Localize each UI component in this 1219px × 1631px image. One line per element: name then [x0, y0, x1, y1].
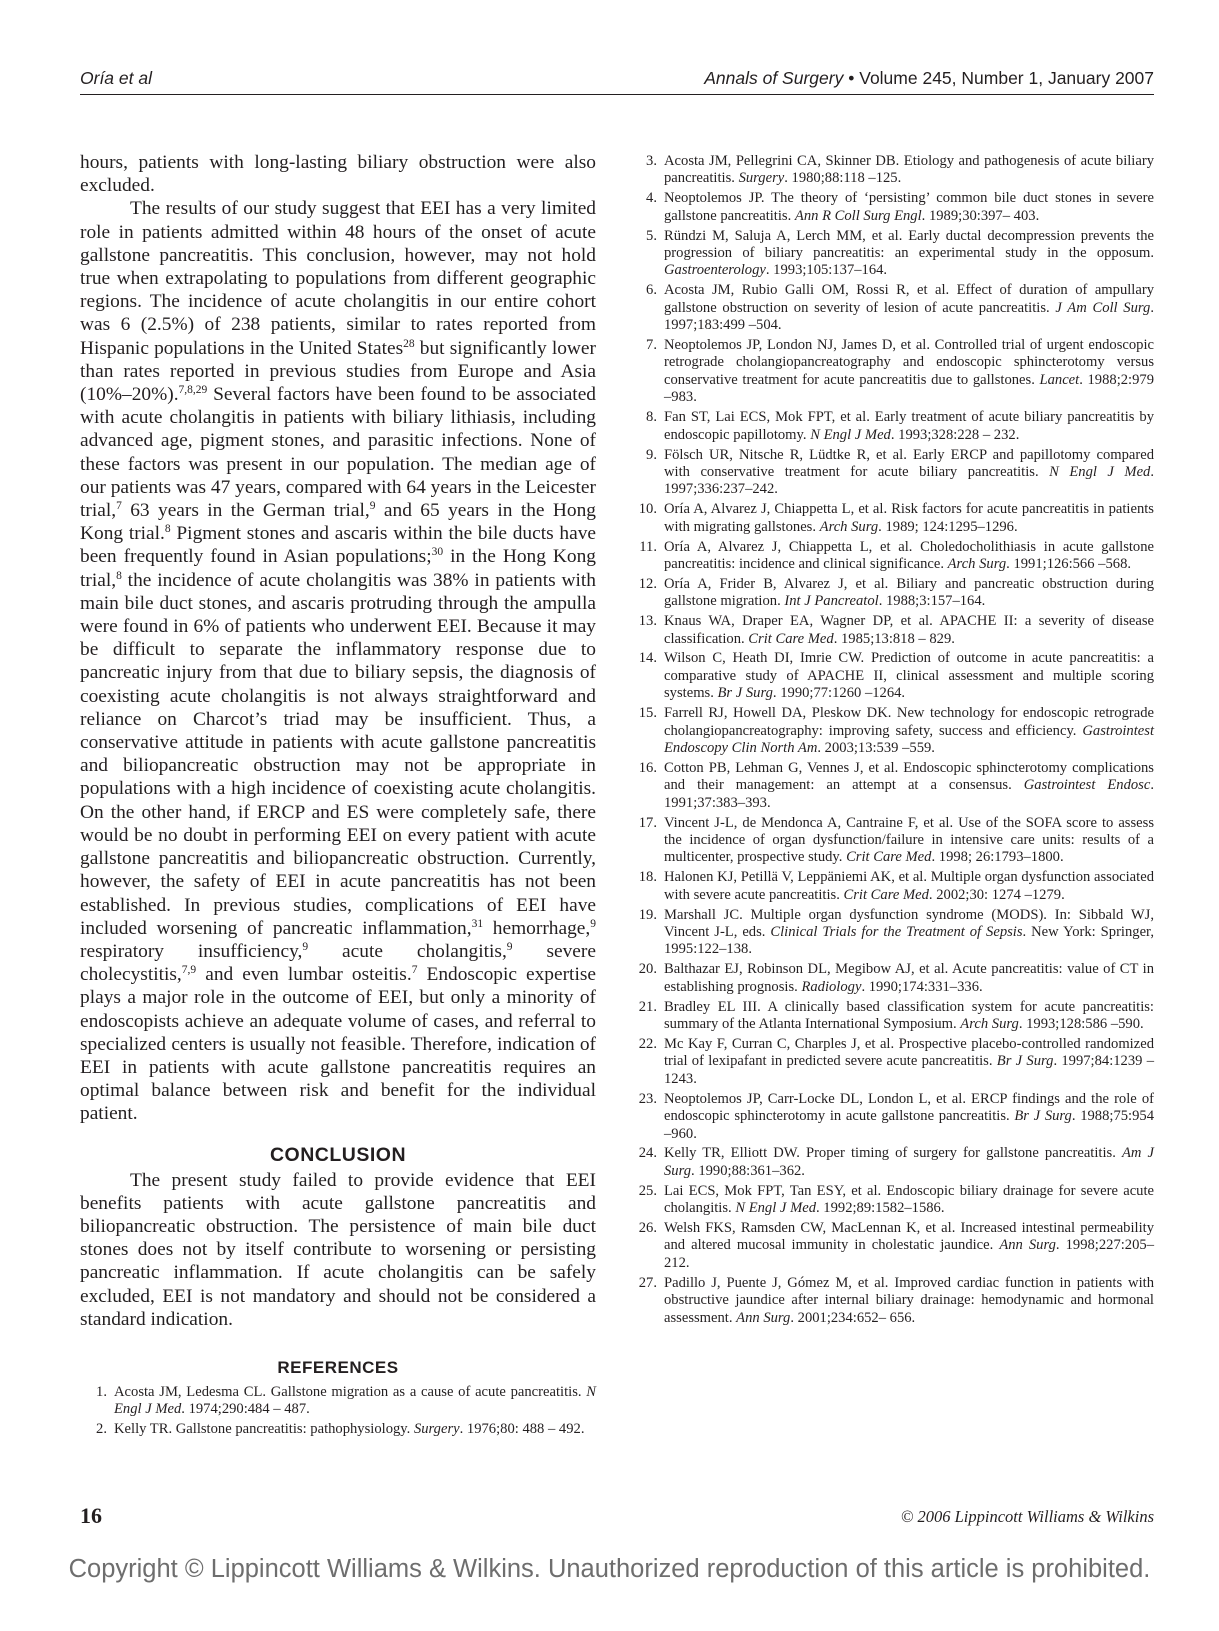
left-column [80, 151, 596, 1441]
reference-item [630, 1036, 1154, 1088]
reference-number: 23. [638, 1090, 657, 1107]
paragraph-discussion: The results of our study suggest that EEI has a very limited role in patients admitted within 48 hours of the onset of acute gallstone pancreatitis. This conclusion, however, may not hold true when extrapolating to populations from different geographic regions. The incidence of acute cholangitis in our entire cohort was 6 (2.5%) of 238 patients, similar to rates reported from Hispanic populations in the United States$^{28}$ but significantly lower than rates reported in previous studies from Europe and Asia (10%–20%).$^{7,8,29}$ Several factors have been found to be associated with acute cholangitis in patients with biliary lithiasis, including advanced age, pigment stones, and parasitic infections. None of these factors was present in our population. The median age of our patients was 47 years, compared with 64 years in the Leicester trial,$^7$ 63 years in the German trial,$^9$ and 65 years in the Hong Kong trial.$^8$ Pigment stones and ascaris within the bile ducts have been frequently found in Asian populations;$^{30}$ in the Hong Kong trial,$^8$ the incidence of acute cholangitis was 38% in patients with main bile duct stones, and ascaris protruding through the ampulla were found in 6% of patients who underwent EEI. Because it may be difficult to separate the inflammatory response due to pancreatic injury from that due to biliary sepsis, the diagnosis of coexisting acute cholangitis is not always straightforward and reliance on Charcot’s triad may be insufficient. Thus, a conservative attitude in patients with acute gallstone pancreatitis and biliopancreatic obstruction may not be appropriate in populations with a high incidence of coexisting acute cholangitis. On the other hand, if ERCP and ES were completely safe, there would be no doubt in performing EEI on every patient with acute gallstone pancreatitis and biliopancreatic obstruction. Currently, however, the safety of EEI in acute pancreatitis has not been established. In previous studies, complications of EEI have included worsening of pancreatic inflammation,$^{31}$ hemorrhage,$^9$ respiratory insufficiency,$^9$ acute cholangitis,$^9$ severe cholecystitis,$^{7,9}$ and even lumbar osteitis.$^7$ Endoscopic expertise plays a major role in the outcome of EEI, but only a minority of endoscopists achieve an adequate volume of cases, and referral to specialized centers is usually not feasible. Therefore, indication of EEI in patients with acute gallstone pancreatitis requires an optimal balance between risk and benefit for the individual patient. [80, 198, 597, 1125]
reference-source: Clinical Trials for the Treatment of Sepsis [770, 924, 1023, 941]
reference-item [630, 409, 1154, 444]
reference-text: Fölsch UR, Nitsche R, Lüdtke R, et al. Early ERCP and papillotomy compared with conservative treatment for acute biliary pancreatitis. N Engl J Med. 1997;336:237–242. [664, 446, 1154, 498]
reference-number: 8. [646, 409, 657, 426]
reference-number: 13. [638, 613, 657, 630]
reference-item [630, 576, 1154, 611]
citation-superscript: 7,9 [181, 964, 197, 977]
reference-text: Kelly TR. Gallstone pancreatitis: pathophysiology. Surgery. 1976;80: 488 – 492. [114, 1421, 585, 1438]
reference-number: 18. [638, 869, 657, 886]
reference-number: 24. [638, 1145, 657, 1162]
footer-copyright: © 2006 Lippincott Williams & Wilkins [900, 1507, 1154, 1526]
reference-item [630, 1275, 1154, 1327]
reference-source: Gastrointest Endoscopy Clin North Am [664, 722, 1154, 756]
reference-source: Surgery [738, 170, 785, 187]
reference-text: Wilson C, Heath DI, Imrie CW. Prediction of outcome in acute pancreatitis: a comparative study of APACHE II, clinical assessment and multiple scoring systems. Br J Surg. 1990;77:1260 –1264. [664, 650, 1154, 702]
right-column [630, 153, 1154, 1330]
reference-item [630, 282, 1154, 334]
reference-source: Gastrointest Endosc [1023, 777, 1151, 794]
reference-source: Ann Surg [999, 1237, 1056, 1254]
reference-text: Farrell RJ, Howell DA, Pleskow DK. New technology for endoscopic retrograde cholangiopancreatography: improving safety, success and efficiency. Gastrointest Endoscopy Clin North Am. 2003;13:539 –559. [664, 705, 1154, 756]
reference-text: Mc Kay F, Curran C, Charples J, et al. Prospective placebo-controlled randomized trial of lexipafant in predicted severe acute pancreatitis. Br J Surg. 1997;84:1239 –1243. [664, 1036, 1155, 1087]
citation-superscript: 7 [116, 500, 122, 513]
reference-number: 10. [638, 501, 657, 518]
reference-text: Acosta JM, Ledesma CL. Gallstone migration as a cause of acute pancreatitis. N Engl J Med. 1974;290:484 – 487. [114, 1383, 596, 1418]
reference-item [630, 613, 1154, 648]
reference-item [630, 539, 1154, 574]
reference-item [630, 961, 1154, 996]
reference-item [630, 907, 1154, 959]
reference-item [630, 999, 1154, 1034]
reference-text: Halonen KJ, Petillä V, Leppäniemi AK, et al. Multiple organ dysfunction associated with severe acute pancreatitis. Crit Care Med. 2002;30: 1274 –1279. [664, 869, 1154, 903]
reference-list-right [630, 153, 1154, 1327]
reference-source: Br J Surg [1014, 1108, 1072, 1125]
header-journal-info [704, 68, 1154, 89]
citation-superscript: 7,8,29 [178, 384, 208, 397]
reference-source: Surgery [413, 1421, 460, 1438]
citation-superscript: 8 [116, 569, 122, 582]
reference-text: Acosta JM, Rubio Galli OM, Rossi R, et al. Effect of duration of ampullary gallstone obstruction on severity of lesion of acute pancreatitis. J Am Coll Surg. 1997;183:499 –504. [664, 282, 1154, 334]
reference-number: 15. [638, 705, 657, 722]
reference-source: Arch Surg [819, 518, 879, 535]
reference-number: 14. [638, 650, 657, 667]
reference-item [630, 815, 1154, 867]
paragraph-continuation: hours, patients with long-lasting biliary obstruction were also excluded. [80, 152, 596, 197]
reference-source: N Engl J Med [810, 426, 891, 443]
reference-text: Neoptolemos JP. The theory of ‘persisting’ common bile duct stones in severe gallstone pancreatitis. Ann R Coll Surg Engl. 1989;30:397– 403. [664, 190, 1154, 224]
reference-number: 9. [646, 446, 657, 463]
reference-item [630, 153, 1154, 188]
citation-superscript: 31 [471, 917, 484, 930]
citation-superscript: 9 [590, 917, 596, 930]
reference-source: Int J Pancreatol [784, 593, 879, 610]
reference-item [630, 705, 1154, 757]
reference-number: 26. [638, 1220, 657, 1237]
reference-item [80, 1421, 596, 1438]
reference-text: Knaus WA, Draper EA, Wagner DP, et al. APACHE II: a severity of disease classification. Crit Care Med. 1985;13:818 – 829. [664, 613, 1154, 647]
reference-source: Am J Surg [664, 1145, 1154, 1179]
reference-list-left [80, 1384, 596, 1439]
reference-number: 11. [639, 538, 657, 555]
header-journal: Annals of Surgery [704, 68, 844, 88]
reference-source: Ann Surg [736, 1309, 791, 1326]
reference-number: 7. [646, 337, 657, 354]
reference-text: Oría A, Alvarez J, Chiappetta L, et al. Choledocholithiasis in acute gallstone pancreatitis: incidence and clinical significance. Arch Surg. 1991;126:566 –568. [664, 538, 1154, 572]
reference-text: Kelly TR, Elliott DW. Proper timing of surgery for gallstone pancreatitis. Am J Surg. 1990;88:361–362. [664, 1145, 1154, 1179]
reference-source: N Engl J Med [1049, 463, 1151, 480]
reference-item [630, 869, 1154, 904]
reference-text: Oría A, Alvarez J, Chiappetta L, et al. Risk factors for acute pancreatitis in patients with migrating gallstones. Arch Surg. 1989; 124:1295–1296. [664, 501, 1154, 535]
reference-source: Ann R Coll Surg Engl [794, 207, 922, 224]
reference-source: Crit Care Med [748, 630, 834, 647]
reference-number: 25. [638, 1182, 657, 1199]
reference-number: 6. [646, 282, 657, 299]
reference-source: Br J Surg [996, 1053, 1054, 1070]
reference-text: Balthazar EJ, Robinson DL, Megibow AJ, et al. Acute pancreatitis: value of CT in establishing prognosis. Radiology. 1990;174:331–336. [664, 961, 1154, 995]
copyright-banner: Copyright © Lippincott Williams & Wilkins. Unauthorized reproduction of this article is prohibited. [68, 1555, 1151, 1583]
running-header [80, 66, 1154, 95]
page-number: 16 [80, 1503, 102, 1528]
reference-source: Arch Surg [960, 1016, 1019, 1033]
reference-source: N Engl J Med [735, 1200, 816, 1217]
reference-text: Cotton PB, Lehman G, Vennes J, et al. Endoscopic sphincterotomy complications and their management: an attempt at a consensus. Gastrointest Endosc. 1991;37:383–393. [664, 759, 1154, 811]
header-volume: Volume 245, Number 1, January 2007 [859, 68, 1154, 88]
reference-number: 17. [638, 814, 657, 831]
reference-text: Lai ECS, Mok FPT, Tan ESY, et al. Endoscopic biliary drainage for severe acute cholangitis. N Engl J Med. 1992;89:1582–1586. [664, 1182, 1154, 1217]
reference-number: 20. [638, 961, 657, 978]
reference-text: Neoptolemos JP, London NJ, James D, et al. Controlled trial of urgent endoscopic retrograde cholangiopancreatography and endoscopic sphincterotomy versus conservative treatment for acute pancreatitis due to gallstones. Lancet. 1988;2:979 –983. [664, 337, 1154, 406]
conclusion-heading: CONCLUSION [269, 1143, 407, 1166]
reference-number: 16. [638, 759, 657, 776]
reference-number: 3. [646, 153, 657, 169]
reference-number: 12. [638, 575, 657, 592]
reference-source: Br J Surg [717, 685, 773, 702]
citation-superscript: 8 [164, 523, 171, 536]
header-bullet: • [848, 68, 855, 88]
reference-text: Welsh FKS, Ramsden CW, MacLennan K, et al. Increased intestinal permeability and altered mucosal immunity in cholestatic jaundice. Ann Surg. 1998;227:205–212. [664, 1220, 1154, 1271]
reference-source: Lancet [1039, 371, 1080, 388]
reference-item [630, 1091, 1154, 1143]
header-authors: Oría et al [80, 68, 152, 88]
reference-number: 21. [638, 998, 657, 1015]
reference-item [630, 1183, 1154, 1218]
reference-text: Neoptolemos JP, Carr-Locke DL, London L, et al. ERCP findings and the role of endoscopic sphincterotomy in acute gallstone pancreatitis. Br J Surg. 1988;75:954 –960. [664, 1090, 1154, 1142]
citation-superscript: 28 [403, 337, 415, 350]
references-heading: REFERENCES [277, 1357, 399, 1377]
citation-superscript: 9 [506, 940, 513, 953]
reference-source: Crit Care Med [843, 886, 929, 903]
reference-text: Acosta JM, Pellegrini CA, Skinner DB. Etiology and pathogenesis of acute biliary pancreatitis. Surgery. 1980;88:118 –125. [664, 153, 1154, 187]
reference-text: Vincent J-L, de Mendonca A, Cantraine F, et al. Use of the SOFA score to assess the incidence of organ dysfunction/failure in intensive care units: results of a multicenter, prospective study. Crit Care Med. 1998; 26:1793–1800. [664, 814, 1154, 866]
reference-text: Fan ST, Lai ECS, Mok FPT, et al. Early treatment of acute biliary pancreatitis by endoscopic papillotomy. N Engl J Med. 1993;328:228 – 232. [664, 409, 1154, 443]
reference-text: Ründzi M, Saluja A, Lerch MM, et al. Early ductal decompression prevents the progression of biliary pancreatitis: an experimental study in the opposum. Gastroenterology. 1993;105:137–164. [664, 227, 1154, 279]
reference-item [630, 650, 1154, 702]
reference-source: J Am Coll Surg [1055, 299, 1151, 316]
reference-number: 2. [96, 1421, 107, 1438]
citation-superscript: 9 [369, 500, 376, 513]
reference-item [630, 337, 1154, 407]
reference-text: Oría A, Frider B, Alvarez J, et al. Biliary and pancreatic obstruction during gallstone migration. Int J Pancreatol. 1988;3:157–164. [664, 575, 1154, 610]
reference-number: 22. [638, 1036, 657, 1052]
citation-superscript: 30 [431, 546, 444, 559]
reference-text: Padillo J, Puente J, Gómez M, et al. Improved cardiac function in patients with obstructive jaundice after internal biliary drainage: hemodynamic and hormonal assessment. Ann Surg. 2001;234:652– 656. [664, 1274, 1154, 1326]
reference-number: 19. [638, 906, 657, 923]
reference-item [80, 1384, 596, 1419]
reference-number: 5. [646, 227, 657, 244]
reference-source: Gastroenterology [664, 262, 766, 279]
reference-number: 27. [638, 1274, 657, 1291]
reference-item [630, 447, 1154, 499]
reference-item [630, 1220, 1154, 1272]
reference-item [630, 501, 1154, 536]
reference-number: 4. [646, 190, 657, 207]
reference-item [630, 228, 1154, 280]
reference-text: Marshall JC. Multiple organ dysfunction syndrome (MODS). In: Sibbald WJ, Vincent J-L, eds. Clinical Trials for the Treatment of Sepsis. New York: Springer, 1995:122–138. [664, 906, 1154, 958]
conclusion-paragraph: The present study failed to provide evidence that EEI benefits patients with acute gallstone pancreatitis and biliopancreatic obstruction. The persistence of main bile duct stones does not by itself contribute to worsening or persisting pancreatic inflammation. If acute cholangitis can be safely excluded, EEI is not mandatory and should not be considered a standard indication. [80, 1169, 596, 1330]
reference-text: Bradley EL III. A clinically based classification system for acute pancreatitis: summary of the Atlanta International Symposium. Arch Surg. 1993;128:586 –590. [664, 998, 1154, 1033]
reference-source: Crit Care Med [846, 849, 932, 866]
discussion-text [80, 151, 596, 1126]
reference-source: N Engl J Med [114, 1383, 596, 1418]
citation-superscript: 7 [411, 964, 418, 977]
reference-item [630, 1145, 1154, 1180]
reference-source: Arch Surg [947, 555, 1007, 572]
reference-number: 1. [96, 1383, 107, 1400]
reference-source: Radiology [801, 978, 862, 995]
reference-item [630, 190, 1154, 225]
reference-item [630, 760, 1154, 812]
citation-superscript: 9 [302, 940, 309, 953]
